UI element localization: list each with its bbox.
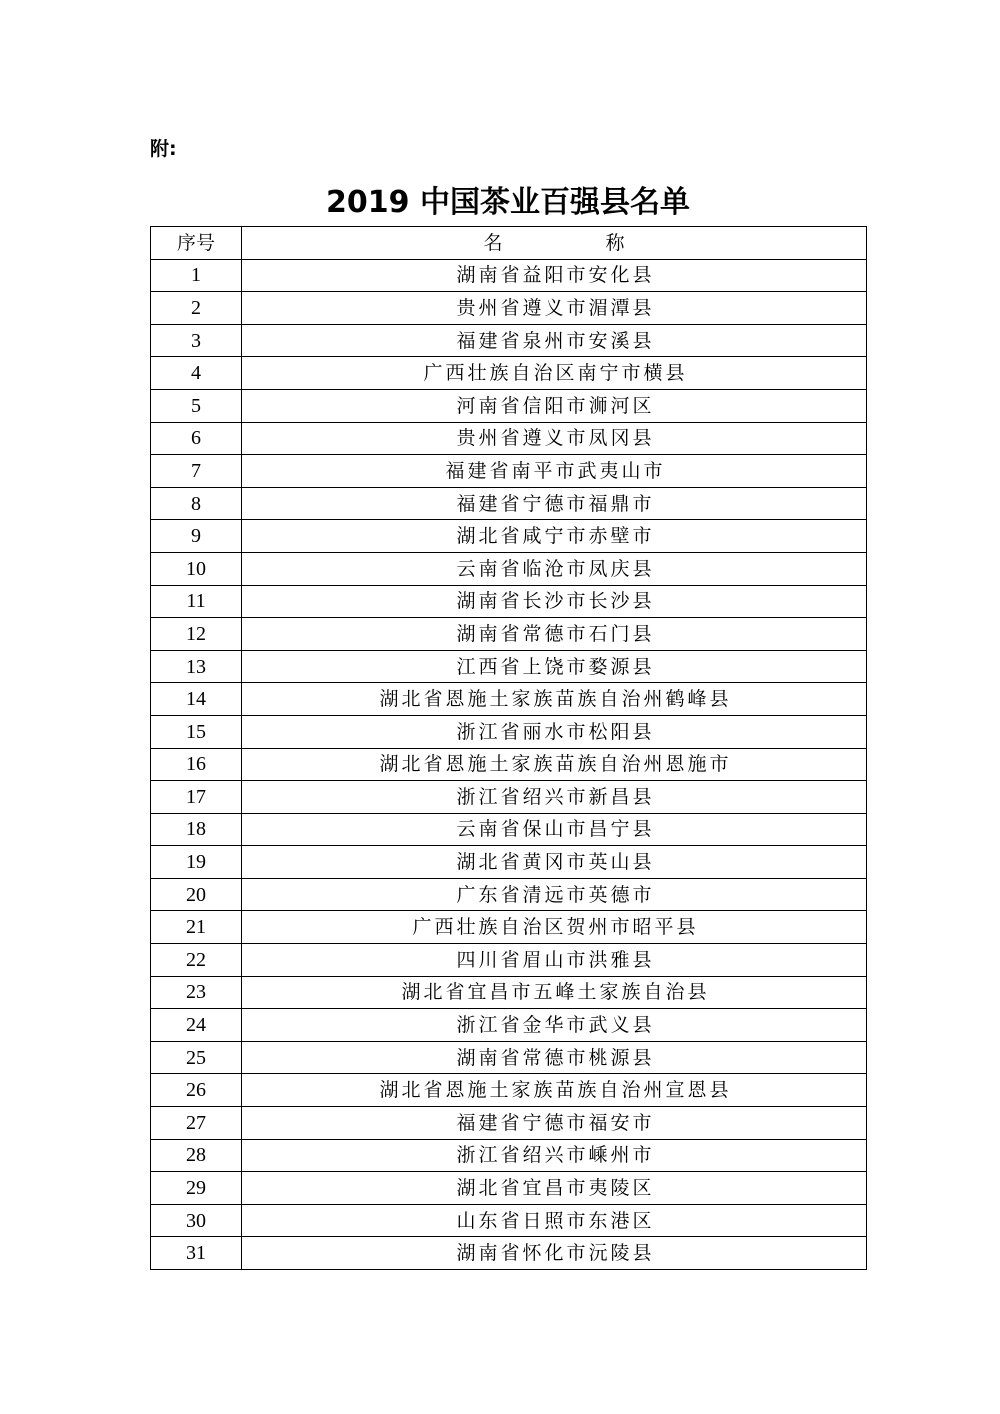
table-body (151, 259, 867, 1269)
row-number: 6 (151, 422, 242, 455)
county-name: 湖南省长沙市长沙县 (242, 585, 867, 618)
county-name: 福建省泉州市安溪县 (242, 324, 867, 357)
row-number: 27 (151, 1107, 242, 1140)
county-name: 湖北省宜昌市夷陵区 (242, 1172, 867, 1205)
row-number: 1 (151, 259, 242, 292)
county-name: 湖北省咸宁市赤壁市 (242, 520, 867, 553)
county-name: 浙江省绍兴市新昌县 (242, 781, 867, 814)
county-name: 福建省宁德市福安市 (242, 1107, 867, 1140)
table-row (151, 292, 867, 325)
county-name: 河南省信阳市浉河区 (242, 389, 867, 422)
table-row (151, 585, 867, 618)
county-name: 广西壮族自治区南宁市横县 (242, 357, 867, 390)
column-header-number: 序号 (151, 227, 242, 260)
row-number: 9 (151, 520, 242, 553)
county-name: 湖南省怀化市沅陵县 (242, 1237, 867, 1270)
row-number: 25 (151, 1041, 242, 1074)
attachment-label: 附: (150, 138, 177, 160)
county-name: 湖北省恩施土家族苗族自治州鹤峰县 (242, 683, 867, 716)
table-row (151, 944, 867, 977)
county-name: 湖南省益阳市安化县 (242, 259, 867, 292)
row-number: 21 (151, 911, 242, 944)
table-row (151, 715, 867, 748)
row-number: 29 (151, 1172, 242, 1205)
row-number: 31 (151, 1237, 242, 1270)
row-number: 26 (151, 1074, 242, 1107)
row-number: 15 (151, 715, 242, 748)
table-row (151, 976, 867, 1009)
county-name: 湖北省恩施土家族苗族自治州恩施市 (242, 748, 867, 781)
table-row (151, 846, 867, 879)
row-number: 24 (151, 1009, 242, 1042)
county-name: 山东省日照市东港区 (242, 1204, 867, 1237)
county-name: 福建省宁德市福鼎市 (242, 487, 867, 520)
row-number: 20 (151, 878, 242, 911)
table-row (151, 1204, 867, 1237)
county-name: 湖北省宜昌市五峰土家族自治县 (242, 976, 867, 1009)
county-name: 广西壮族自治区贺州市昭平县 (242, 911, 867, 944)
table-row (151, 911, 867, 944)
county-name: 广东省清远市英德市 (242, 878, 867, 911)
table-row (151, 455, 867, 488)
county-name: 湖北省恩施土家族苗族自治州宣恩县 (242, 1074, 867, 1107)
table-row (151, 1041, 867, 1074)
row-number: 18 (151, 813, 242, 846)
table-row (151, 1172, 867, 1205)
county-name: 浙江省金华市武义县 (242, 1009, 867, 1042)
row-number: 17 (151, 781, 242, 814)
row-number: 23 (151, 976, 242, 1009)
table-row (151, 781, 867, 814)
row-number: 3 (151, 324, 242, 357)
table-row (151, 324, 867, 357)
county-name: 四川省眉山市洪雅县 (242, 944, 867, 977)
table-row (151, 683, 867, 716)
row-number: 2 (151, 292, 242, 325)
table-row (151, 259, 867, 292)
table-header-row (151, 227, 867, 260)
table-row (151, 650, 867, 683)
row-number: 19 (151, 846, 242, 879)
county-name: 湖南省常德市石门县 (242, 618, 867, 651)
county-name: 贵州省遵义市凤冈县 (242, 422, 867, 455)
county-name: 云南省保山市昌宁县 (242, 813, 867, 846)
table-row (151, 618, 867, 651)
table-row (151, 1107, 867, 1140)
row-number: 14 (151, 683, 242, 716)
county-name: 湖北省黄冈市英山县 (242, 846, 867, 879)
row-number: 13 (151, 650, 242, 683)
table-row (151, 389, 867, 422)
row-number: 5 (151, 389, 242, 422)
column-header-name: 名 称 (242, 227, 867, 260)
county-name: 江西省上饶市婺源县 (242, 650, 867, 683)
table-row (151, 1139, 867, 1172)
row-number: 30 (151, 1204, 242, 1237)
row-number: 8 (151, 487, 242, 520)
table-row (151, 357, 867, 390)
row-number: 11 (151, 585, 242, 618)
county-list-table (150, 226, 867, 1270)
county-name: 福建省南平市武夷山市 (242, 455, 867, 488)
table-row (151, 1074, 867, 1107)
row-number: 16 (151, 748, 242, 781)
row-number: 7 (151, 455, 242, 488)
table-row (151, 422, 867, 455)
row-number: 12 (151, 618, 242, 651)
county-name: 贵州省遵义市湄潭县 (242, 292, 867, 325)
table-row (151, 1009, 867, 1042)
table-row (151, 748, 867, 781)
county-name: 浙江省绍兴市嵊州市 (242, 1139, 867, 1172)
table-row (151, 878, 867, 911)
county-name: 云南省临沧市凤庆县 (242, 552, 867, 585)
county-name: 浙江省丽水市松阳县 (242, 715, 867, 748)
row-number: 22 (151, 944, 242, 977)
table-row (151, 520, 867, 553)
document-title: 2019 中国茶业百强县名单 (326, 185, 690, 220)
table-row (151, 552, 867, 585)
row-number: 28 (151, 1139, 242, 1172)
row-number: 10 (151, 552, 242, 585)
table-row (151, 487, 867, 520)
row-number: 4 (151, 357, 242, 390)
table-row (151, 1237, 867, 1270)
county-name: 湖南省常德市桃源县 (242, 1041, 867, 1074)
table-row (151, 813, 867, 846)
